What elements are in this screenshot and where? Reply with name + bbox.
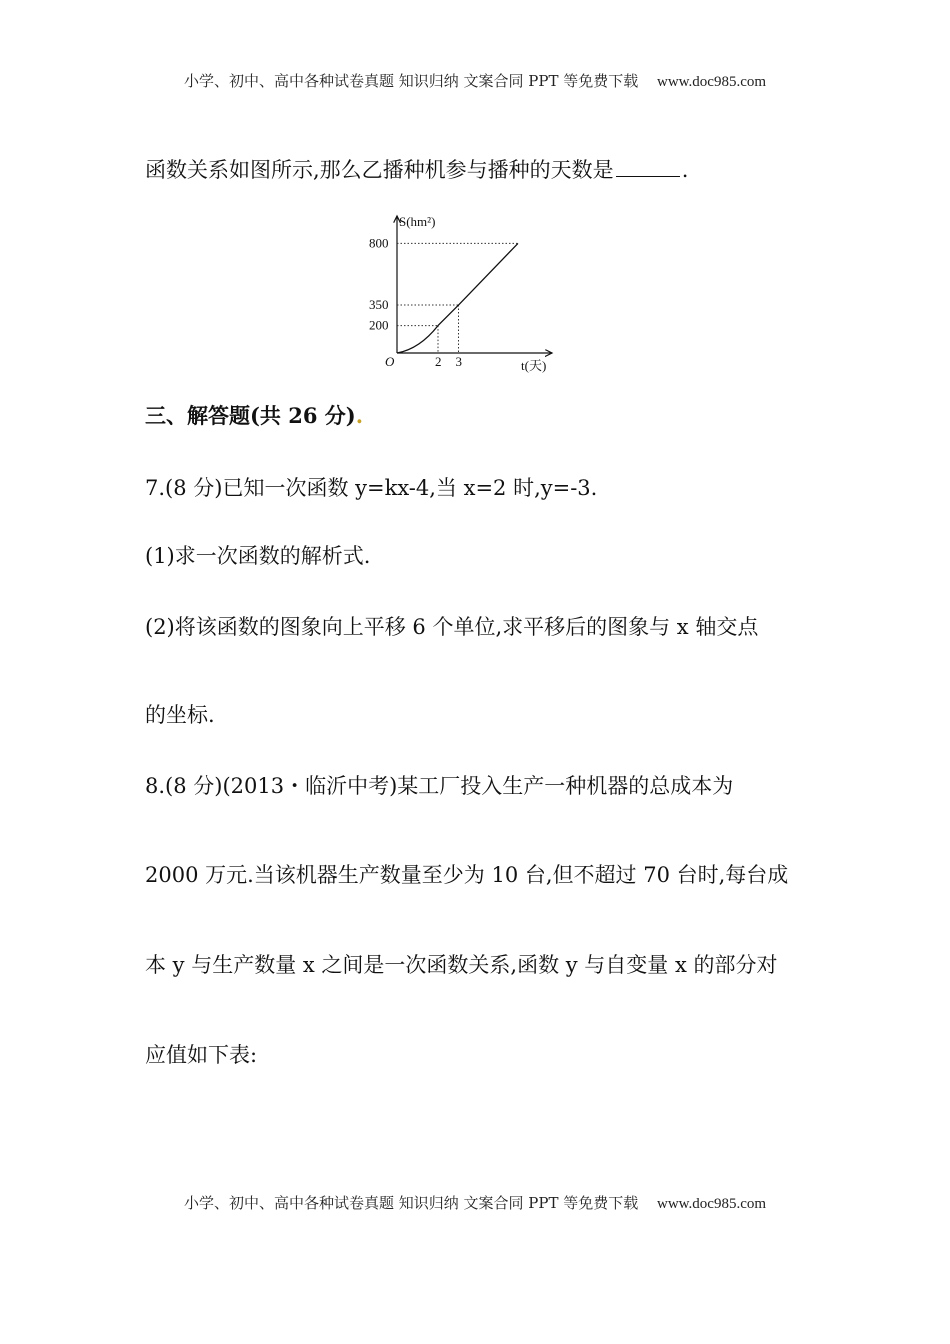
q7-stem: 7.(8 分)已知一次函数 y=kx-4,当 x=2 时,y=-3. bbox=[145, 476, 598, 500]
q7-part2-line1: (2)将该函数的图象向上平移 6 个单位,求平移后的图象与 x 轴交点 bbox=[145, 615, 759, 639]
q7-part2-line2: 的坐标. bbox=[145, 703, 215, 727]
y-axis-label: S(hm²) bbox=[399, 214, 436, 229]
question-6-tail bbox=[145, 160, 688, 181]
x-tick-label-3: 3 bbox=[455, 354, 462, 369]
y-tick-label-350: 350 bbox=[369, 297, 389, 313]
q6-end: . bbox=[681, 158, 689, 182]
q7-part1: (1)求一次函数的解析式. bbox=[145, 544, 371, 568]
y-tick-label-200: 200 bbox=[369, 317, 389, 333]
q8-line2: 2000 万元.当该机器生产数量至少为 10 台,但不超过 70 台时,每台成 bbox=[145, 863, 789, 887]
header-url[interactable]: www.doc985.com bbox=[657, 74, 767, 90]
section-3-title bbox=[145, 405, 363, 426]
page-footer bbox=[0, 1192, 950, 1213]
footer-url[interactable]: www.doc985.com bbox=[657, 1196, 767, 1212]
q8-line3: 本 y 与生产数量 x 之间是一次函数关系,函数 y 与自变量 x 的部分对 bbox=[145, 953, 778, 977]
page-header bbox=[0, 70, 950, 91]
origin-label: O bbox=[385, 354, 395, 369]
q6-text: 函数关系如图所示,那么乙播种机参与播种的天数是 bbox=[145, 158, 614, 182]
footer-text: 小学、初中、高中各种试卷真题 知识归纳 文案合同 PPT 等免费下载 bbox=[183, 1194, 639, 1212]
q8-line4: 应值如下表: bbox=[145, 1043, 258, 1067]
section-title-dot: . bbox=[355, 403, 364, 428]
header-text: 小学、初中、高中各种试卷真题 知识归纳 文案合同 PPT 等免费下载 bbox=[183, 72, 639, 90]
x-tick-label-2: 2 bbox=[435, 354, 442, 369]
answer-blank bbox=[616, 160, 680, 177]
x-axis-label: t(天) bbox=[521, 358, 547, 373]
sowing-area-graph bbox=[365, 210, 565, 380]
q8-line1: 8.(8 分)(2013・临沂中考)某工厂投入生产一种机器的总成本为 bbox=[145, 774, 734, 798]
series-curve bbox=[397, 243, 518, 353]
y-tick-label-800: 800 bbox=[369, 235, 389, 251]
section-title-text: 三、解答题(共 26 分) bbox=[145, 403, 356, 428]
